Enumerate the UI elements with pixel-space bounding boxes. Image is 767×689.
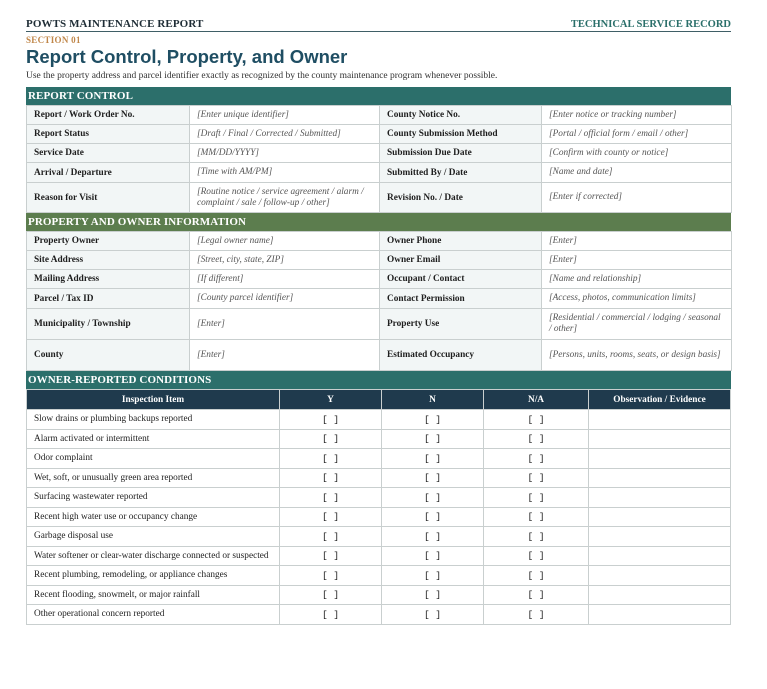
observation-field[interactable] bbox=[589, 429, 731, 449]
yes-checkbox[interactable]: [ ] bbox=[280, 507, 382, 527]
field-label: Reason for Visit bbox=[27, 183, 190, 213]
property-owner-table bbox=[26, 231, 732, 371]
field-label: Service Date bbox=[27, 144, 190, 163]
observation-field[interactable] bbox=[589, 527, 731, 547]
observation-field[interactable] bbox=[589, 566, 731, 586]
table-row bbox=[27, 429, 731, 449]
inspection-item: Other operational concern reported bbox=[27, 605, 280, 625]
field-label: Contact Permission bbox=[380, 289, 542, 309]
inspection-item: Recent plumbing, remodeling, or appliance changes bbox=[27, 566, 280, 586]
info-row bbox=[27, 183, 732, 213]
info-row bbox=[27, 289, 732, 309]
info-row bbox=[27, 270, 732, 289]
property-owner-heading: PROPERTY AND OWNER INFORMATION bbox=[26, 213, 731, 231]
field-label: County bbox=[27, 340, 190, 371]
field-label: County Submission Method bbox=[380, 125, 542, 144]
field-label: Report / Work Order No. bbox=[27, 106, 190, 125]
na-checkbox[interactable]: [ ] bbox=[484, 468, 589, 488]
field-value[interactable]: [Enter] bbox=[190, 340, 380, 371]
yes-checkbox[interactable]: [ ] bbox=[280, 449, 382, 469]
observation-field[interactable] bbox=[589, 410, 731, 430]
inspection-item: Recent flooding, snowmelt, or major rainfall bbox=[27, 585, 280, 605]
table-row bbox=[27, 585, 731, 605]
na-checkbox[interactable]: [ ] bbox=[484, 488, 589, 508]
table-row bbox=[27, 410, 731, 430]
report-control-heading: REPORT CONTROL bbox=[26, 87, 731, 105]
yes-checkbox[interactable]: [ ] bbox=[280, 488, 382, 508]
field-value[interactable]: [Enter] bbox=[190, 309, 380, 340]
report-name: POWTS MAINTENANCE REPORT bbox=[26, 18, 204, 30]
yes-checkbox[interactable]: [ ] bbox=[280, 527, 382, 547]
field-value[interactable]: [Enter] bbox=[542, 232, 732, 251]
no-checkbox[interactable]: [ ] bbox=[382, 507, 484, 527]
na-checkbox[interactable]: [ ] bbox=[484, 527, 589, 547]
field-label: Submitted By / Date bbox=[380, 163, 542, 183]
na-checkbox[interactable]: [ ] bbox=[484, 585, 589, 605]
yes-checkbox[interactable]: [ ] bbox=[280, 546, 382, 566]
field-value[interactable]: [Legal owner name] bbox=[190, 232, 380, 251]
na-checkbox[interactable]: [ ] bbox=[484, 605, 589, 625]
field-label: Property Use bbox=[380, 309, 542, 340]
no-checkbox[interactable]: [ ] bbox=[382, 566, 484, 586]
field-value[interactable]: [Name and relationship] bbox=[542, 270, 732, 289]
field-label: Revision No. / Date bbox=[380, 183, 542, 213]
field-label: Arrival / Departure bbox=[27, 163, 190, 183]
inspection-item: Surfacing wastewater reported bbox=[27, 488, 280, 508]
table-row bbox=[27, 507, 731, 527]
info-row bbox=[27, 144, 732, 163]
conditions-table bbox=[26, 389, 731, 625]
no-checkbox[interactable]: [ ] bbox=[382, 585, 484, 605]
yes-checkbox[interactable]: [ ] bbox=[280, 429, 382, 449]
field-value[interactable]: [Enter if corrected] bbox=[542, 183, 732, 213]
field-value[interactable]: [Name and date] bbox=[542, 163, 732, 183]
field-label: Site Address bbox=[27, 251, 190, 270]
field-value[interactable]: [Residential / commercial / lodging / seasonal / other] bbox=[542, 309, 732, 340]
intro-text: Use the property address and parcel identifier exactly as recognized by the county maintenance program whenever possible. bbox=[26, 71, 498, 81]
table-row bbox=[27, 566, 731, 586]
no-checkbox[interactable]: [ ] bbox=[382, 429, 484, 449]
no-checkbox[interactable]: [ ] bbox=[382, 488, 484, 508]
field-value[interactable]: [Street, city, state, ZIP] bbox=[190, 251, 380, 270]
no-checkbox[interactable]: [ ] bbox=[382, 546, 484, 566]
field-label: County Notice No. bbox=[380, 106, 542, 125]
observation-field[interactable] bbox=[589, 449, 731, 469]
conditions-heading: OWNER-REPORTED CONDITIONS bbox=[26, 371, 731, 389]
table-row bbox=[27, 468, 731, 488]
inspection-item: Wet, soft, or unusually green area reported bbox=[27, 468, 280, 488]
na-checkbox[interactable]: [ ] bbox=[484, 507, 589, 527]
info-row bbox=[27, 163, 732, 183]
field-value[interactable]: [Enter unique identifier] bbox=[190, 106, 380, 125]
field-value[interactable]: [Time with AM/PM] bbox=[190, 163, 380, 183]
field-value[interactable]: [Confirm with county or notice] bbox=[542, 144, 732, 163]
na-checkbox[interactable]: [ ] bbox=[484, 410, 589, 430]
no-checkbox[interactable]: [ ] bbox=[382, 410, 484, 430]
column-header: N/A bbox=[484, 390, 589, 410]
table-row bbox=[27, 546, 731, 566]
na-checkbox[interactable]: [ ] bbox=[484, 546, 589, 566]
field-label: Report Status bbox=[27, 125, 190, 144]
top-bar bbox=[26, 11, 731, 32]
record-type: TECHNICAL SERVICE RECORD bbox=[570, 19, 731, 30]
info-row bbox=[27, 340, 732, 371]
field-value[interactable]: [Persons, units, rooms, seats, or design basis] bbox=[542, 340, 732, 371]
no-checkbox[interactable]: [ ] bbox=[382, 605, 484, 625]
observation-field[interactable] bbox=[589, 488, 731, 508]
field-label: Submission Due Date bbox=[380, 144, 542, 163]
field-value[interactable]: [MM/DD/YYYY] bbox=[190, 144, 380, 163]
info-row bbox=[27, 309, 732, 340]
column-header: Observation / Evidence bbox=[589, 390, 731, 410]
inspection-item: Garbage disposal use bbox=[27, 527, 280, 547]
field-value[interactable]: [County parcel identifier] bbox=[190, 289, 380, 309]
field-value[interactable]: [Portal / official form / email / other] bbox=[542, 125, 732, 144]
inspection-item: Slow drains or plumbing backups reported bbox=[27, 410, 280, 430]
field-value[interactable]: [Enter] bbox=[542, 251, 732, 270]
inspection-item: Alarm activated or intermittent bbox=[27, 429, 280, 449]
field-label: Owner Phone bbox=[380, 232, 542, 251]
observation-field[interactable] bbox=[589, 546, 731, 566]
page-title: Report Control, Property, and Owner bbox=[26, 46, 348, 67]
table-row bbox=[27, 488, 731, 508]
table-row bbox=[27, 605, 731, 625]
section-label: SECTION 01 bbox=[26, 35, 81, 45]
observation-field[interactable] bbox=[589, 468, 731, 488]
field-value[interactable]: [Routine notice / service agreement / alarm / complaint / sale / follow-up / other] bbox=[190, 183, 380, 213]
field-label: Municipality / Township bbox=[27, 309, 190, 340]
yes-checkbox[interactable]: [ ] bbox=[280, 468, 382, 488]
table-row bbox=[27, 527, 731, 547]
yes-checkbox[interactable]: [ ] bbox=[280, 410, 382, 430]
column-header: Inspection Item bbox=[27, 390, 280, 410]
inspection-item: Recent high water use or occupancy change bbox=[27, 507, 280, 527]
field-value[interactable]: [Enter notice or tracking number] bbox=[542, 106, 732, 125]
info-row bbox=[27, 232, 732, 251]
observation-field[interactable] bbox=[589, 585, 731, 605]
field-label: Mailing Address bbox=[27, 270, 190, 289]
na-checkbox[interactable]: [ ] bbox=[484, 429, 589, 449]
table-row bbox=[27, 449, 731, 469]
field-label: Property Owner bbox=[27, 232, 190, 251]
field-label: Parcel / Tax ID bbox=[27, 289, 190, 309]
field-label: Estimated Occupancy bbox=[380, 340, 542, 371]
info-row bbox=[27, 125, 732, 144]
inspection-item: Odor complaint bbox=[27, 449, 280, 469]
info-row bbox=[27, 251, 732, 270]
field-value[interactable]: [Access, photos, communication limits] bbox=[542, 289, 732, 309]
field-label: Occupant / Contact bbox=[380, 270, 542, 289]
no-checkbox[interactable]: [ ] bbox=[382, 527, 484, 547]
observation-field[interactable] bbox=[589, 507, 731, 527]
field-label: Owner Email bbox=[380, 251, 542, 270]
field-value[interactable]: [If different] bbox=[190, 270, 380, 289]
info-row bbox=[27, 106, 732, 125]
yes-checkbox[interactable]: [ ] bbox=[280, 585, 382, 605]
no-checkbox[interactable]: [ ] bbox=[382, 468, 484, 488]
column-header: Y bbox=[280, 390, 382, 410]
na-checkbox[interactable]: [ ] bbox=[484, 566, 589, 586]
field-value[interactable]: [Draft / Final / Corrected / Submitted] bbox=[190, 125, 380, 144]
no-checkbox[interactable]: [ ] bbox=[382, 449, 484, 469]
observation-field[interactable] bbox=[589, 605, 731, 625]
report-control-table bbox=[26, 105, 732, 213]
yes-checkbox[interactable]: [ ] bbox=[280, 566, 382, 586]
column-header: N bbox=[382, 390, 484, 410]
inspection-item: Water softener or clear-water discharge connected or suspected bbox=[27, 546, 280, 566]
yes-checkbox[interactable]: [ ] bbox=[280, 605, 382, 625]
na-checkbox[interactable]: [ ] bbox=[484, 449, 589, 469]
